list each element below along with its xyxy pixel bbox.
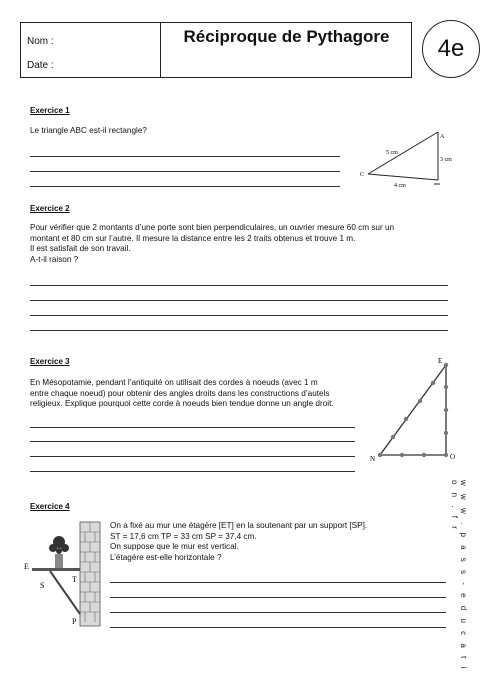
shelf-figure xyxy=(22,518,104,630)
answer-line[interactable] xyxy=(110,627,446,628)
rope-hypotenuse xyxy=(380,365,446,455)
label-n: N xyxy=(370,455,376,463)
label-e: E xyxy=(438,357,443,365)
answer-line[interactable] xyxy=(30,315,448,316)
text-line: montant et 80 cm sur l’autre. Il mesure la distance entre les 2 traits obtenus et trouve 1 m. xyxy=(30,233,356,243)
grade-badge: 4e xyxy=(422,20,480,78)
page-title: Réciproque de Pythagore xyxy=(183,27,390,46)
exercise-3-text xyxy=(30,378,334,410)
text-line: L’étagère est-elle horizontale ? xyxy=(110,552,222,562)
header xyxy=(20,22,466,78)
answer-line[interactable] xyxy=(30,285,448,286)
answer-line[interactable] xyxy=(30,300,448,301)
label-s: S xyxy=(40,581,45,590)
text-line: religieux. Explique pourquoi cette corde à noeuds bien tendue donne un angle droit. xyxy=(30,399,334,408)
knotted-rope-figure xyxy=(368,355,463,465)
exercise-2-title: Exercice 2 xyxy=(30,204,70,213)
text-line: En Mésopotamie, pendant l’antiquité on utilisait des cordes à noeuds (avec 1 m xyxy=(30,378,318,387)
date-label: Date : xyxy=(27,60,54,71)
label-t: T xyxy=(72,575,77,584)
exercise-4-text xyxy=(110,521,367,563)
shelf-et xyxy=(32,568,80,571)
label-c: C xyxy=(360,172,365,178)
flowers xyxy=(49,536,69,554)
answer-line[interactable] xyxy=(30,186,340,187)
answer-line[interactable] xyxy=(30,471,355,472)
label-ac: 5 cm xyxy=(386,150,398,156)
triangle-abc-figure xyxy=(350,124,460,194)
answer-line[interactable] xyxy=(110,582,446,583)
exercise-1-title: Exercice 1 xyxy=(30,106,70,115)
side-ac xyxy=(368,132,438,174)
exercise-3-title: Exercice 3 xyxy=(30,357,70,366)
answer-line[interactable] xyxy=(30,156,340,157)
text-line: ST = 17,6 cm TP = 33 cm SP = 37,4 cm. xyxy=(110,531,257,541)
label-o: O xyxy=(450,453,456,461)
label-ab: 3 cm xyxy=(440,157,452,163)
answer-line[interactable] xyxy=(30,171,340,172)
text-line: On a fixé au mur une étagère [ET] en la soutenant par un support [SP]. xyxy=(110,521,368,530)
text-line: On suppose que le mur est vertical. xyxy=(110,542,239,551)
answer-line[interactable] xyxy=(30,330,448,331)
text-line: Pour vérifier que 2 montants d’une porte sont bien perpendiculaires, un ouvrier mesure 60 cm sur un xyxy=(30,223,395,232)
label-bc: 4 cm xyxy=(394,183,406,189)
label-a: A xyxy=(440,134,445,140)
answer-line[interactable] xyxy=(30,427,355,428)
label-p: P xyxy=(72,617,77,626)
side-cb xyxy=(368,174,438,180)
text-line: A-t-il raison ? xyxy=(30,254,79,264)
label-e: E xyxy=(24,562,29,571)
exercise-4-title: Exercice 4 xyxy=(30,502,70,511)
answer-line[interactable] xyxy=(110,612,446,613)
exercise-2-text xyxy=(30,223,394,265)
vase xyxy=(55,554,63,568)
website-watermark: w w w . p a s s - e d u c a t i o n . f r xyxy=(450,480,468,672)
text-line: entre chaque noeud) pour obtenir des angles droits dans les constructions d’autels xyxy=(30,388,330,398)
name-label: Nom : xyxy=(27,36,54,47)
answer-line[interactable] xyxy=(30,441,355,442)
exercise-1-question: Le triangle ABC est-il rectangle? xyxy=(30,126,147,135)
answer-line[interactable] xyxy=(110,597,446,598)
answer-line[interactable] xyxy=(30,456,355,457)
text-line: Il est satisfait de son travail. xyxy=(30,244,131,253)
